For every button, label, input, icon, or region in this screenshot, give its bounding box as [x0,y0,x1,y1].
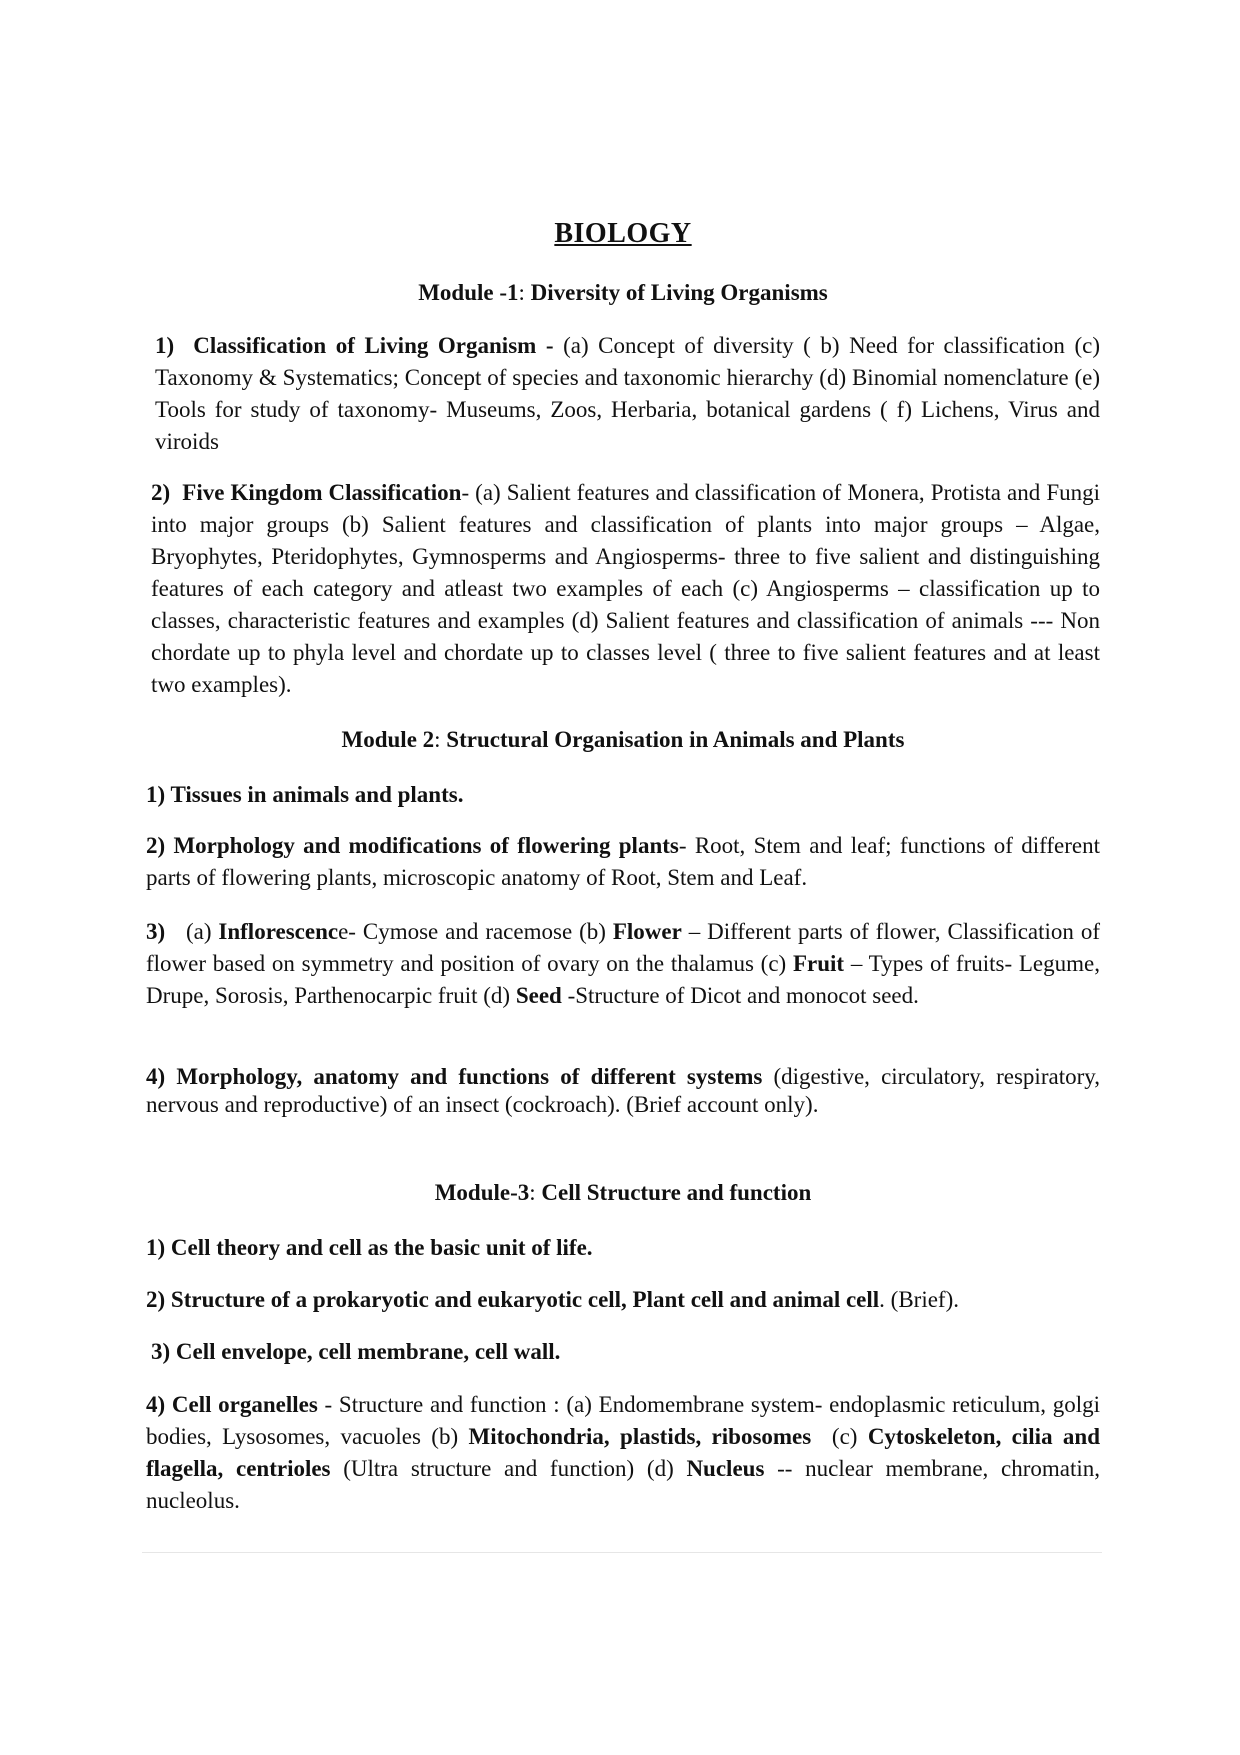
module-2-item-3 [146,916,1100,1012]
item-heading: 2) Morphology and modifications of flowering plants [146,833,679,858]
cytoskeleton-term: Cytoskeleton, cilia and flagella, centrioles [146,1424,1100,1481]
item-text: – Types of fruits- Legume, Drupe, Sorosis, Parthenocarpic fruit (d) [146,951,1100,1008]
item-text: (a) Concept of diversity ( b) Need for classification (c) Taxonomy & Systematics; Concept of species and taxonomic hierarchy (d) Binomial nomenclature (e) Tools for study of taxonomy- Museums, Zoos, Herbaria, botanical gardens ( f) Lichens, Virus and viroids [155,333,1100,454]
item-heading: 1) Tissues in animals and plants. [146,782,464,807]
item-text: (digestive, circulatory, respiratory, nervous and reproductive) of an insect (cockroach). (Brief account only). [146,1064,1100,1117]
module-1-heading [146,280,1100,306]
item-text: (c) [811,1424,868,1449]
item-text: . (Brief). [879,1287,959,1312]
page-title: BIOLOGY [554,218,692,249]
flower-term: Flower [612,919,682,944]
item-number: 1) [155,333,194,358]
item-heading: 2) Structure of a prokaryotic and eukaryotic cell, Plant cell and animal cell [146,1287,880,1312]
seed-term: Seed [515,983,562,1008]
item-text: -- nuclear membrane, chromatin, nucleolus. [146,1456,1100,1513]
inflorescence-term: Inflorescenc [218,919,339,944]
module-3-item-4 [146,1389,1100,1517]
module-2-item-1 [146,779,1100,811]
item-heading: 4) Morphology, anatomy and functions of different systems [146,1064,763,1089]
item-text: - Structure and function : (a) Endomembrane system- endoplasmic reticulum, golgi bodies, Lysosomes, vacuoles (b) [146,1392,1101,1449]
module-1-name: Diversity of Living Organisms [530,280,828,305]
module-2-item-2 [146,830,1100,894]
module-1-number: Module -1 [418,280,519,305]
item-text: – Different parts of flower, Classification of flower based on symmetry and position of ovary on the thalamus (c) [146,919,1100,976]
item-heading: Five Kingdom Classification [182,480,462,505]
item-heading: 1) Cell theory and cell as the basic unit of life. [146,1235,593,1260]
item-number: 3) [146,919,166,944]
module-2-separator: : [434,727,447,752]
cell-organelles-term: 4) Cell organelles [146,1392,318,1417]
item-heading: Classification of Living Organism - [193,333,564,358]
fruit-term: Fruit [792,951,845,976]
item-heading: 3) Cell envelope, cell membrane, cell wall. [151,1339,561,1364]
item-text: - Root, Stem and leaf; functions of different parts of flowering plants, microscopic anatomy of Root, Stem and Leaf. [146,833,1100,890]
module-2-number: Module 2 [341,727,435,752]
item-text: (Ultra structure and function) (d) [330,1456,687,1481]
item-text: e- Cymose and racemose (b) [338,919,613,944]
module-3-heading [146,1180,1100,1206]
module-1-item-1 [155,330,1100,458]
item-text: -Structure of Dicot and monocot seed. [561,983,919,1008]
module-3-item-2 [146,1284,1100,1316]
module-3-number: Module-3 [434,1180,530,1205]
nucleus-term: Nucleus [686,1456,765,1481]
item-text: - (a) Salient features and classification of Monera, Protista and Fungi into major groups (b) Salient features and classification of plants into major groups – Algae, Bryophytes, Pteridophytes, Gymnosperms and Angiosperms- three to five salient and distinguishing features of each category and atleast two examples of each (c) Angiosperms – classification up to classes, characteristic features and examples (d) Salient features and classification of animals --- Non chordate up to phyla level and chordate up to classes level ( three to five salient features and at least two examples). [151,480,1100,697]
module-1-separator: : [518,280,531,305]
module-2-item-4 [146,1063,1100,1119]
page-divider [142,1552,1102,1553]
module-1-item-2 [151,477,1100,701]
module-2-heading [146,727,1100,753]
mitochondria-term: Mitochondria, plastids, ribosomes [468,1424,812,1449]
module-3-item-3 [151,1336,1100,1368]
module-2-name: Structural Organisation in Animals and Plants [446,727,905,752]
module-3-name: Cell Structure and function [541,1180,812,1205]
module-3-separator: : [529,1180,542,1205]
module-3-item-1 [146,1232,1100,1264]
item-text: (a) [165,919,219,944]
item-number: 2) [151,480,183,505]
